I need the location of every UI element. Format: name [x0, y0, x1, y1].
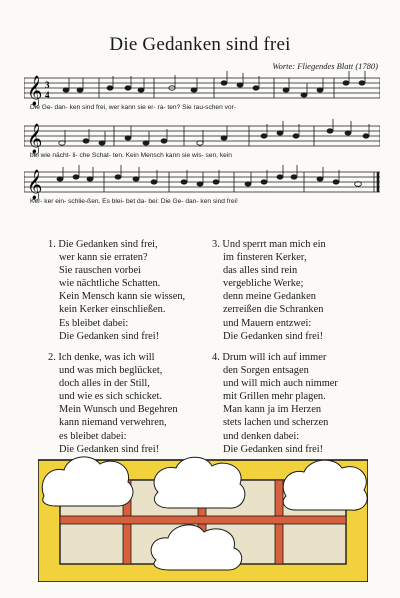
lyric-line-1: Die Ge- dan- ken sind frei, wer kann sie er- ra- ten? Sie rau-schen vor-: [30, 104, 236, 111]
verse-line: den Sorgen entsagen: [223, 365, 309, 377]
verse-line: und wie es sich schicket.: [59, 391, 163, 403]
lyric-line-2: bei wie nächt- li- che Schat- ten. Kein Mensch kann sie wis- sen, kein: [30, 152, 232, 159]
verse-2-line-1: 2. Ich denke, was ich will: [48, 352, 155, 363]
music-staff-3: [24, 164, 380, 224]
verse-line: Es bleibet dabei:: [59, 317, 129, 329]
lyrics-source: Worte: Fliegendes Blatt (1780): [272, 61, 378, 71]
time-signature-bottom: 4: [45, 90, 50, 100]
verse-line: Die Gedanken sind frei!: [59, 330, 160, 342]
verse-4-line-1: 4. Drum will ich auf immer: [212, 352, 327, 363]
verse-line: im finsteren Kerker,: [223, 252, 307, 264]
verse-3: [212, 238, 326, 343]
verse-line: Kein Mensch kann sie wissen,: [59, 291, 186, 303]
verse-3-line-1: 3. Und sperrt man mich ein: [212, 239, 326, 250]
verse-line: kein Kerker einschließen.: [59, 304, 166, 316]
verse-number: 1.: [48, 239, 56, 250]
treble-clef-icon: 𝄞: [27, 76, 43, 106]
verse-line: mit Grillen mehr plagen.: [223, 391, 326, 403]
verse-2: [48, 351, 178, 456]
verse-line: und Mauern entzwei:: [223, 317, 312, 329]
verse-line: Sie rauschen vorbei: [59, 265, 141, 277]
verse-line: Die Gedanken sind frei!: [223, 443, 324, 455]
verse-number: 4.: [212, 352, 220, 363]
lyric-line-3: Ker- ker ein- schlie-ßen. Es blei- bet da- bei: Die Ge- dan- ken sind frei!: [30, 198, 238, 205]
verse-line: zerreißen die Schranken: [223, 304, 324, 316]
staff-3-notes: [57, 165, 361, 186]
verse-line: Die Gedanken sind frei!: [59, 443, 160, 455]
verse-number: 3.: [212, 239, 220, 250]
time-signature-top: 3: [45, 80, 50, 90]
verse-line: es bleibet dabei:: [59, 430, 127, 442]
verse-line: das alles sind rein: [223, 265, 298, 277]
verse-1-line-1: 1. Die Gedanken sind frei,: [48, 239, 158, 250]
verse-line: wer kann sie erraten?: [59, 252, 148, 264]
barred-window-illustration: [38, 452, 368, 582]
verse-1: [48, 238, 185, 343]
treble-clef-icon: 𝄞: [27, 124, 43, 154]
verse-line: stets lachen und scherzen: [223, 417, 329, 429]
verse-line: vergebliche Werke;: [223, 278, 304, 290]
verse-line: und was mich beglücket,: [59, 365, 163, 377]
verse-line: Man kann ja im Herzen: [223, 404, 322, 416]
verse-line: kann niemand verwehren,: [59, 417, 167, 429]
verse-line: wie nächtliche Schatten.: [59, 278, 161, 290]
verse-line: doch alles in der Still,: [59, 378, 150, 390]
verse-line: Mein Wunsch und Begehren: [59, 404, 178, 416]
verse-line: und will mich auch nimmer: [223, 378, 338, 390]
treble-clef-icon: 𝄞: [27, 170, 43, 200]
song-title: Die Gedanken sind frei: [109, 34, 291, 55]
verse-line: Die Gedanken sind frei!: [223, 330, 324, 342]
verse-line: und denken dabei:: [223, 430, 300, 442]
verse-line: denn meine Gedanken: [223, 291, 316, 303]
verse-4: [212, 351, 338, 456]
verse-number: 2.: [48, 352, 56, 363]
